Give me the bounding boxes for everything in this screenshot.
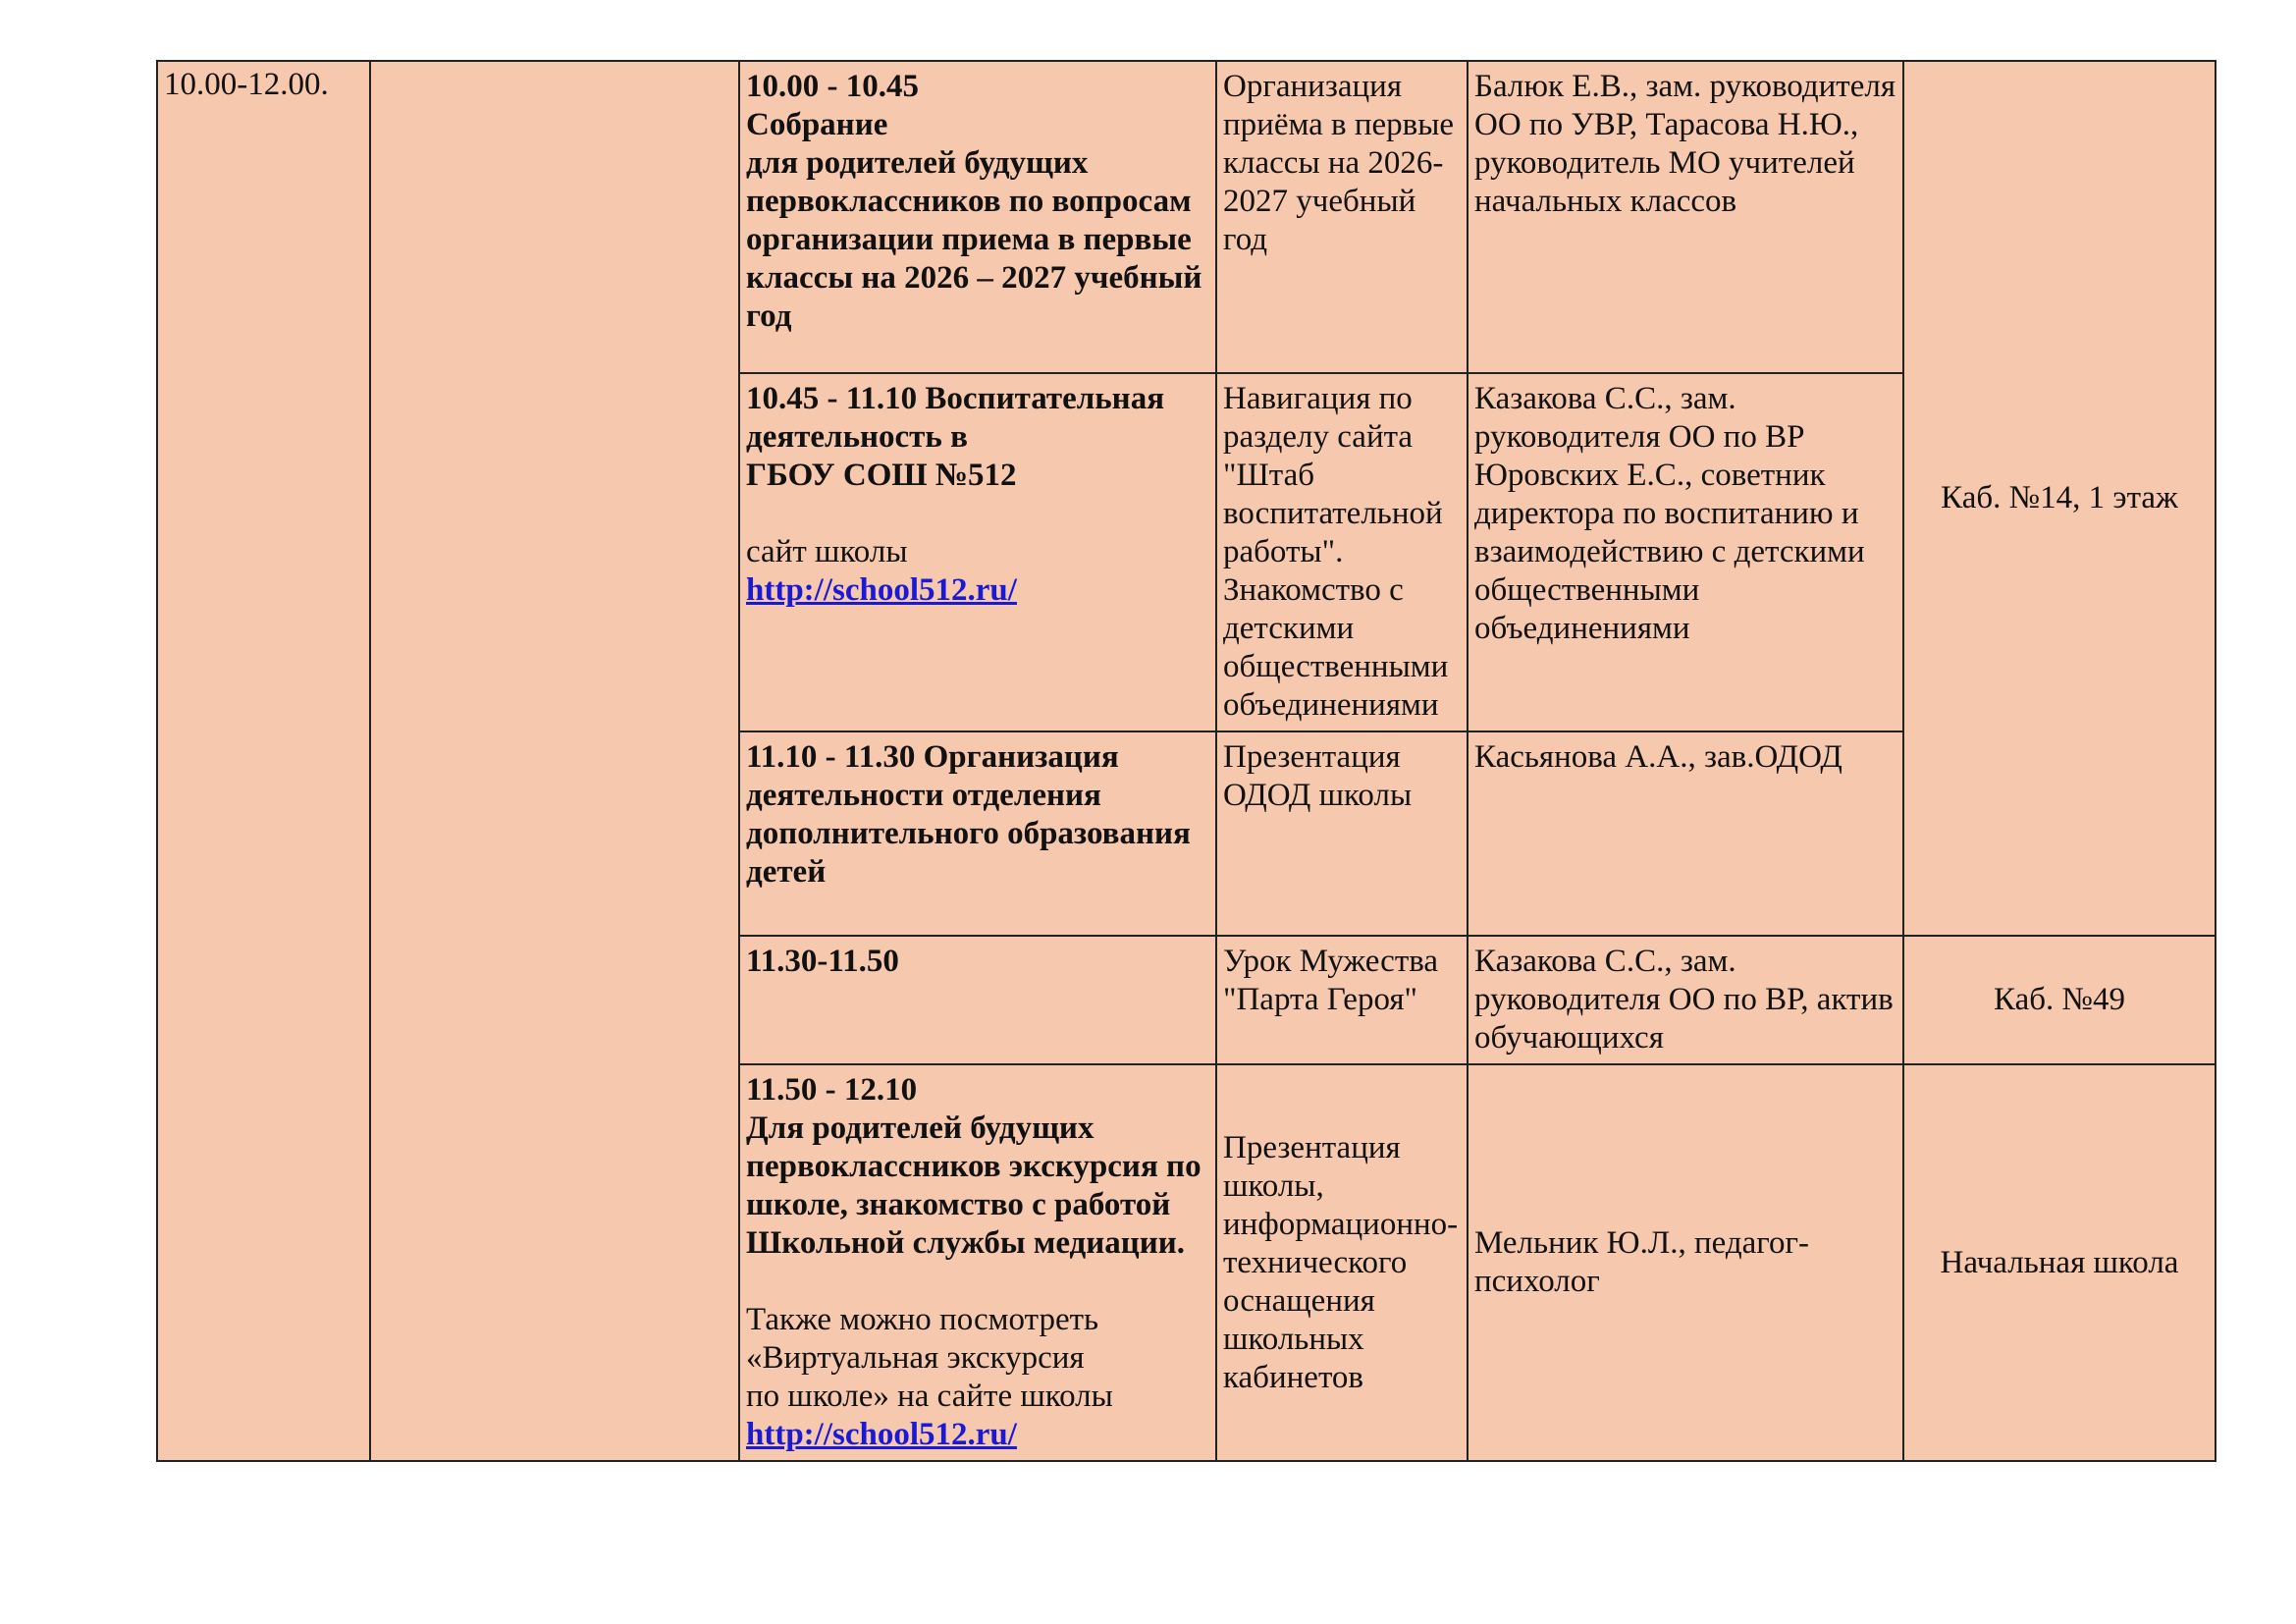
topic-text: Навигация по разделу сайта "Штаб воспитательной работы". Знакомство с детскими общественными объединениями <box>1223 381 1449 723</box>
event-title-line: деятельности отделения <box>746 778 1101 813</box>
topic-text: Организация приёма в первые классы на 2026-2027 учебный год <box>1223 69 1455 257</box>
event-time: 11.30-11.50 <box>746 944 899 979</box>
topic-text: Урок Мужества "Парта Героя" <box>1223 944 1439 1017</box>
responsible-cell <box>1468 936 1903 1064</box>
event-title-line: организации приема в первые <box>746 222 1192 257</box>
event-time: 10.00 - 10.45 <box>746 69 919 104</box>
event-title-line: деятельность в <box>746 419 968 455</box>
responsible-cell <box>1468 731 1903 936</box>
event-cell <box>739 61 1216 373</box>
event-note-line: Также можно посмотреть <box>746 1302 1099 1337</box>
event-cell <box>739 1064 1216 1461</box>
spacer <box>746 495 1209 533</box>
event-title-line: Школьной службы медиации. <box>746 1225 1186 1261</box>
event-title-line: детей <box>746 854 827 890</box>
event-title-line: первоклассников экскурсия по <box>746 1149 1201 1184</box>
topic-cell <box>1216 1064 1468 1461</box>
event-cell <box>739 936 1216 1064</box>
table-row <box>157 61 2216 373</box>
school-site-link[interactable]: http://school512.ru/ <box>746 572 1017 608</box>
room-cell <box>1903 936 2216 1064</box>
event-cell <box>739 373 1216 731</box>
event-title-line: год <box>746 298 792 334</box>
event-title-line: 11.10 - 11.30 Организация <box>746 739 1119 775</box>
school-site-link[interactable]: http://school512.ru/ <box>746 1417 1017 1452</box>
empty-cell <box>370 61 739 1461</box>
topic-cell <box>1216 61 1468 373</box>
topic-cell <box>1216 936 1468 1064</box>
event-note-line: по школе» на сайте школы <box>746 1379 1113 1414</box>
responsible-text: Мельник Ю.Л., педагог-психолог <box>1474 1225 1810 1299</box>
room-text: Каб. №14, 1 этаж <box>1941 480 2178 515</box>
event-title-line: Собрание <box>746 107 888 142</box>
responsible-text: Казакова С.С., зам. руководителя ОО по ВР, актив обучающихся <box>1474 944 1894 1056</box>
event-title-line: дополнительного образования <box>746 816 1191 851</box>
event-cell <box>739 731 1216 936</box>
room-cell <box>1903 61 2216 936</box>
time-range-text: 10.00-12.00. <box>164 67 329 102</box>
room-text: Каб. №49 <box>1994 982 2125 1017</box>
event-time: 11.50 - 12.10 <box>746 1072 918 1108</box>
topic-text: Презентация ОДОД школы <box>1223 739 1413 813</box>
room-text: Начальная школа <box>1940 1244 2179 1280</box>
topic-cell <box>1216 731 1468 936</box>
responsible-text: Казакова С.С., зам. руководителя ОО по ВР Юровских Е.С., советник директора по воспитанию и взаимодействию с детскими общественными объединениями <box>1474 381 1865 646</box>
schedule-table <box>156 60 2216 1462</box>
event-note-line: «Виртуальная экскурсия <box>746 1340 1085 1376</box>
room-cell <box>1903 1064 2216 1461</box>
event-title-line: ГБОУ СОШ №512 <box>746 458 1017 493</box>
event-title-line: 10.45 - 11.10 Воспитательная <box>746 381 1165 416</box>
spacer <box>746 1263 1209 1301</box>
responsible-cell <box>1468 61 1903 373</box>
responsible-cell <box>1468 373 1903 731</box>
time-range-cell <box>157 61 370 1461</box>
event-title-line: для родителей будущих <box>746 145 1089 181</box>
event-title-line: школе, знакомство с работой <box>746 1187 1171 1222</box>
responsible-text: Балюк Е.В., зам. руководителя ОО по УВР, Тарасова Н.Ю., руководитель МО учителей начальных классов <box>1474 69 1896 219</box>
event-title-line: классы на 2026 – 2027 учебный <box>746 260 1202 296</box>
topic-text: Презентация школы, информационно-технического оснащения школьных кабинетов <box>1223 1129 1459 1395</box>
responsible-text: Касьянова А.А., зав.ОДОД <box>1474 739 1842 775</box>
topic-cell <box>1216 373 1468 731</box>
event-note: сайт школы <box>746 534 908 569</box>
event-title-line: Для родителей будущих <box>746 1110 1095 1146</box>
responsible-cell <box>1468 1064 1903 1461</box>
event-title-line: первоклассников по вопросам <box>746 184 1192 219</box>
